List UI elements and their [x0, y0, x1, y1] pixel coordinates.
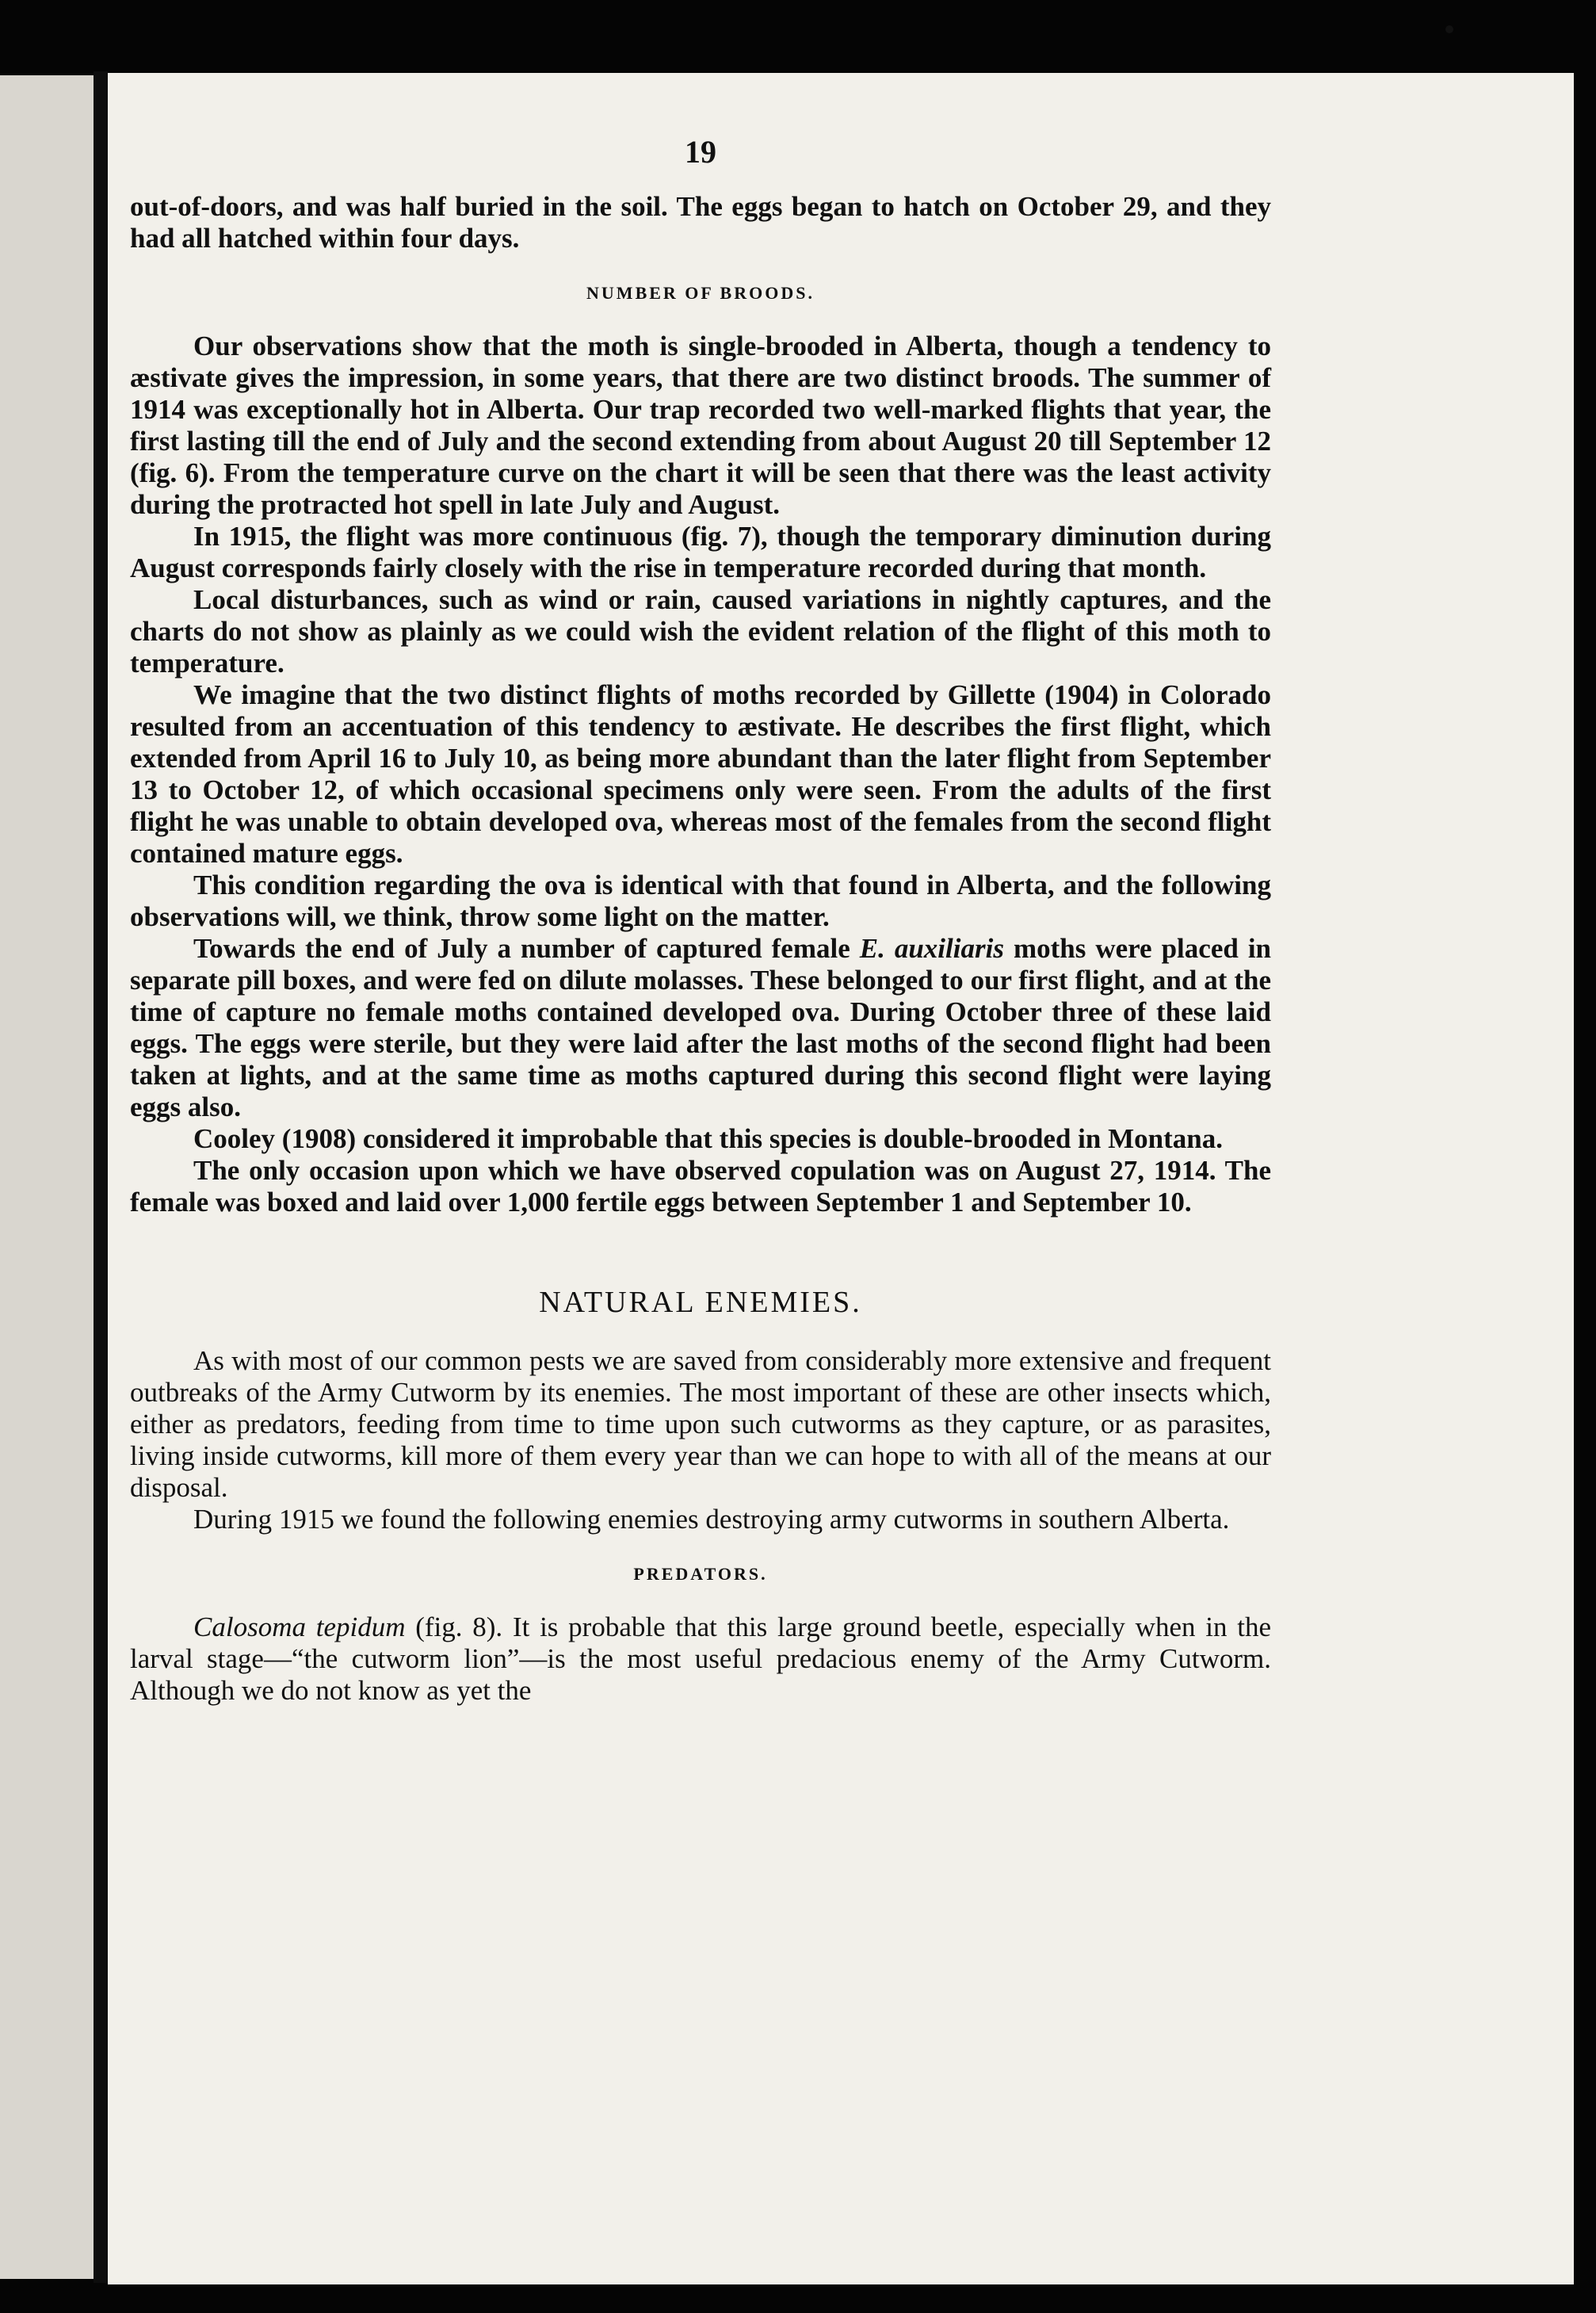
- paragraph-cooley: Cooley (1908) considered it improbable that this species is double-brooded in Montana.: [193, 1123, 1223, 1154]
- heading-predators: PREDATORS.: [633, 1564, 768, 1584]
- paragraph-broods-3: Local disturbances, such as wind or rain, caused variations in nightly captures, and the charts do not show as plainly as we could wish the evident relation of the flight of this moth to temperature.: [130, 584, 1271, 679]
- heading-number-of-broods: NUMBER OF BROODS.: [586, 283, 815, 303]
- paragraph-enemies-2: During 1915 we found the following enemies destroying army cutworms in southern Alberta.: [193, 1504, 1230, 1535]
- book-gutter: [94, 71, 108, 2283]
- paragraph-calosoma: [130, 1611, 1271, 1707]
- paragraph-continuation: out-of-doors, and was half buried in the soil. The eggs began to hatch on October 29, and they had all hatched within four days.: [130, 191, 1271, 254]
- section-broods: [130, 191, 1271, 1218]
- paragraph-copulation: The only occasion upon which we have observed copulation was on August 27, 1914. The female was boxed and laid over 1,000 fertile eggs between September 1 and September 10.: [130, 1155, 1271, 1218]
- species-name-auxiliaris: E. auxiliaris: [859, 933, 1004, 964]
- towards-text-before: Towards the end of July a number of captured female: [193, 933, 860, 964]
- species-name-calosoma: Calosoma tepidum: [193, 1611, 406, 1642]
- paragraph-broods-5: This condition regarding the ova is identical with that found in Alberta, and the following observations will, we think, throw some light on the matter.: [130, 870, 1271, 932]
- heading-natural-enemies: NATURAL ENEMIES.: [539, 1286, 862, 1319]
- page-text-column: [130, 133, 1271, 1707]
- paragraph-broods-2: In 1915, the flight was more continuous (fig. 7), though the temporary diminution during August corresponds fairly closely with the rise in temperature recorded during that month.: [130, 521, 1271, 583]
- paragraph-broods-1: Our observations show that the moth is single-brooded in Alberta, though a tendency to æstivate gives the impression, in some years, that there are two distinct broods. The summer of 1914 was exceptionally hot in Alberta. Our trap recorded two well-marked flights that year, the first lasting till the end of July and the second extending from about August 20 till September 12 (fig. 6). From the temperature curve on the chart it will be seen that there was the least activity during the protracted hot spell in late July and August.: [130, 331, 1271, 520]
- page-number: 19: [685, 134, 716, 170]
- scan-speck-top-right: [1445, 25, 1453, 33]
- calosoma-text-after: (fig. 8). It is probable that this large ground beetle, especially when in the larval stage—“the cutworm lion”—is the most useful predacious enemy of the Army Cutworm. Although we do not know as yet the: [130, 1611, 1271, 1706]
- section-natural-enemies: [130, 1285, 1271, 1707]
- paragraph-enemies-1: As with most of our common pests we are saved from considerably more extensive and frequent outbreaks of the Army Cutworm by its enemies. The most important of these are other insects which, either as predators, feeding from time to time upon such cutworms as they capture, or as parasites, living inside cutworms, kill more of them every year than we can hope to with all of the means at our disposal.: [130, 1345, 1271, 1503]
- paragraph-broods-4: We imagine that the two distinct flights of moths recorded by Gillette (1904) in Colorado resulted from an accentuation of this tendency to æstivate. He describes the first flight, which extended from April 16 to July 10, as being more abundant than the later flight from September 13 to October 12, of which occasional specimens only were seen. From the adults of the first flight he was unable to obtain developed ova, whereas most of the females from the second flight contained mature eggs.: [130, 679, 1271, 869]
- paragraph-towards: [130, 933, 1271, 1123]
- facing-page-edge: [0, 75, 99, 2279]
- towards-text-after: moths were placed in separate pill boxes, and were fed on dilute molasses. These belonged to our first flight, and at the time of capture no female moths contained developed ova. During October three of these laid eggs. The eggs were sterile, but they were laid after the last moths of the second flight had been taken at lights, and at the same time as moths captured during this second flight were laying eggs also.: [130, 933, 1272, 1122]
